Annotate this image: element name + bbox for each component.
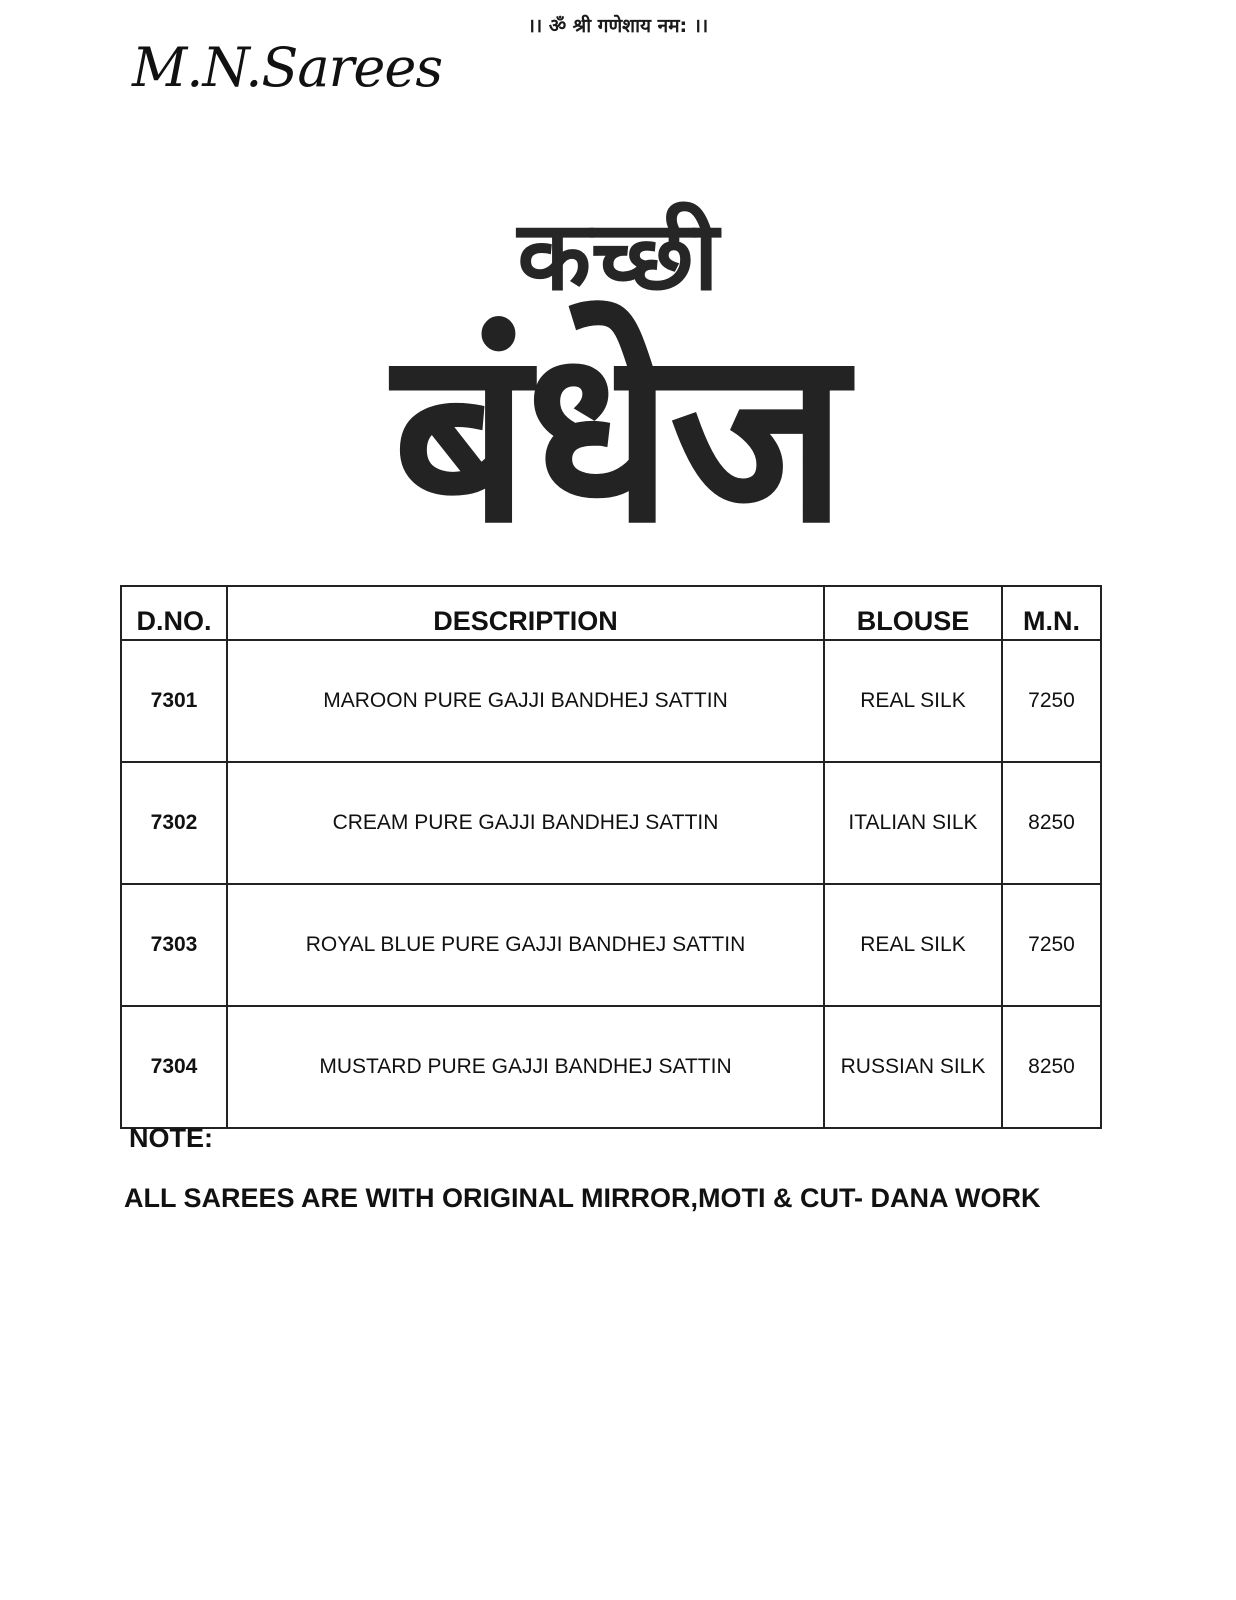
mn-cell: 8250 <box>1002 762 1101 884</box>
column-header-dno: D.NO. <box>121 586 227 640</box>
invocation-text: ।। ॐ श्री गणेशाय नम: ।। <box>527 15 709 37</box>
column-header-mn: M.N. <box>1002 586 1101 640</box>
note-text: ALL SAREES ARE WITH ORIGINAL MIRROR,MOTI & CUT- DANA WORK <box>124 1183 1041 1213</box>
description-cell: CREAM PURE GAJJI BANDHEJ SATTIN <box>227 762 824 884</box>
table-header-row <box>121 586 1101 640</box>
table-row <box>121 762 1101 884</box>
design-number-cell: 7301 <box>121 640 227 762</box>
mn-cell: 7250 <box>1002 884 1101 1006</box>
design-number-cell: 7303 <box>121 884 227 1006</box>
table-row <box>121 640 1101 762</box>
catalog-title-line1: कच्छी <box>517 200 719 312</box>
catalog-title-line2: बंधेज <box>392 296 844 576</box>
product-table <box>120 585 1102 1129</box>
column-header-blouse: BLOUSE <box>824 586 1002 640</box>
blouse-cell: REAL SILK <box>824 640 1002 762</box>
design-number-cell: 7302 <box>121 762 227 884</box>
brand-logo: M.N.Sarees <box>132 36 443 99</box>
description-cell: MAROON PURE GAJJI BANDHEJ SATTIN <box>227 640 824 762</box>
table-row <box>121 884 1101 1006</box>
description-cell: MUSTARD PURE GAJJI BANDHEJ SATTIN <box>227 1006 824 1128</box>
column-header-description: DESCRIPTION <box>227 586 824 640</box>
description-cell: ROYAL BLUE PURE GAJJI BANDHEJ SATTIN <box>227 884 824 1006</box>
blouse-cell: RUSSIAN SILK <box>824 1006 1002 1128</box>
blouse-cell: ITALIAN SILK <box>824 762 1002 884</box>
table-row <box>121 1006 1101 1128</box>
design-number-cell: 7304 <box>121 1006 227 1128</box>
mn-cell: 7250 <box>1002 640 1101 762</box>
blouse-cell: REAL SILK <box>824 884 1002 1006</box>
note-label: NOTE: <box>129 1123 213 1153</box>
mn-cell: 8250 <box>1002 1006 1101 1128</box>
